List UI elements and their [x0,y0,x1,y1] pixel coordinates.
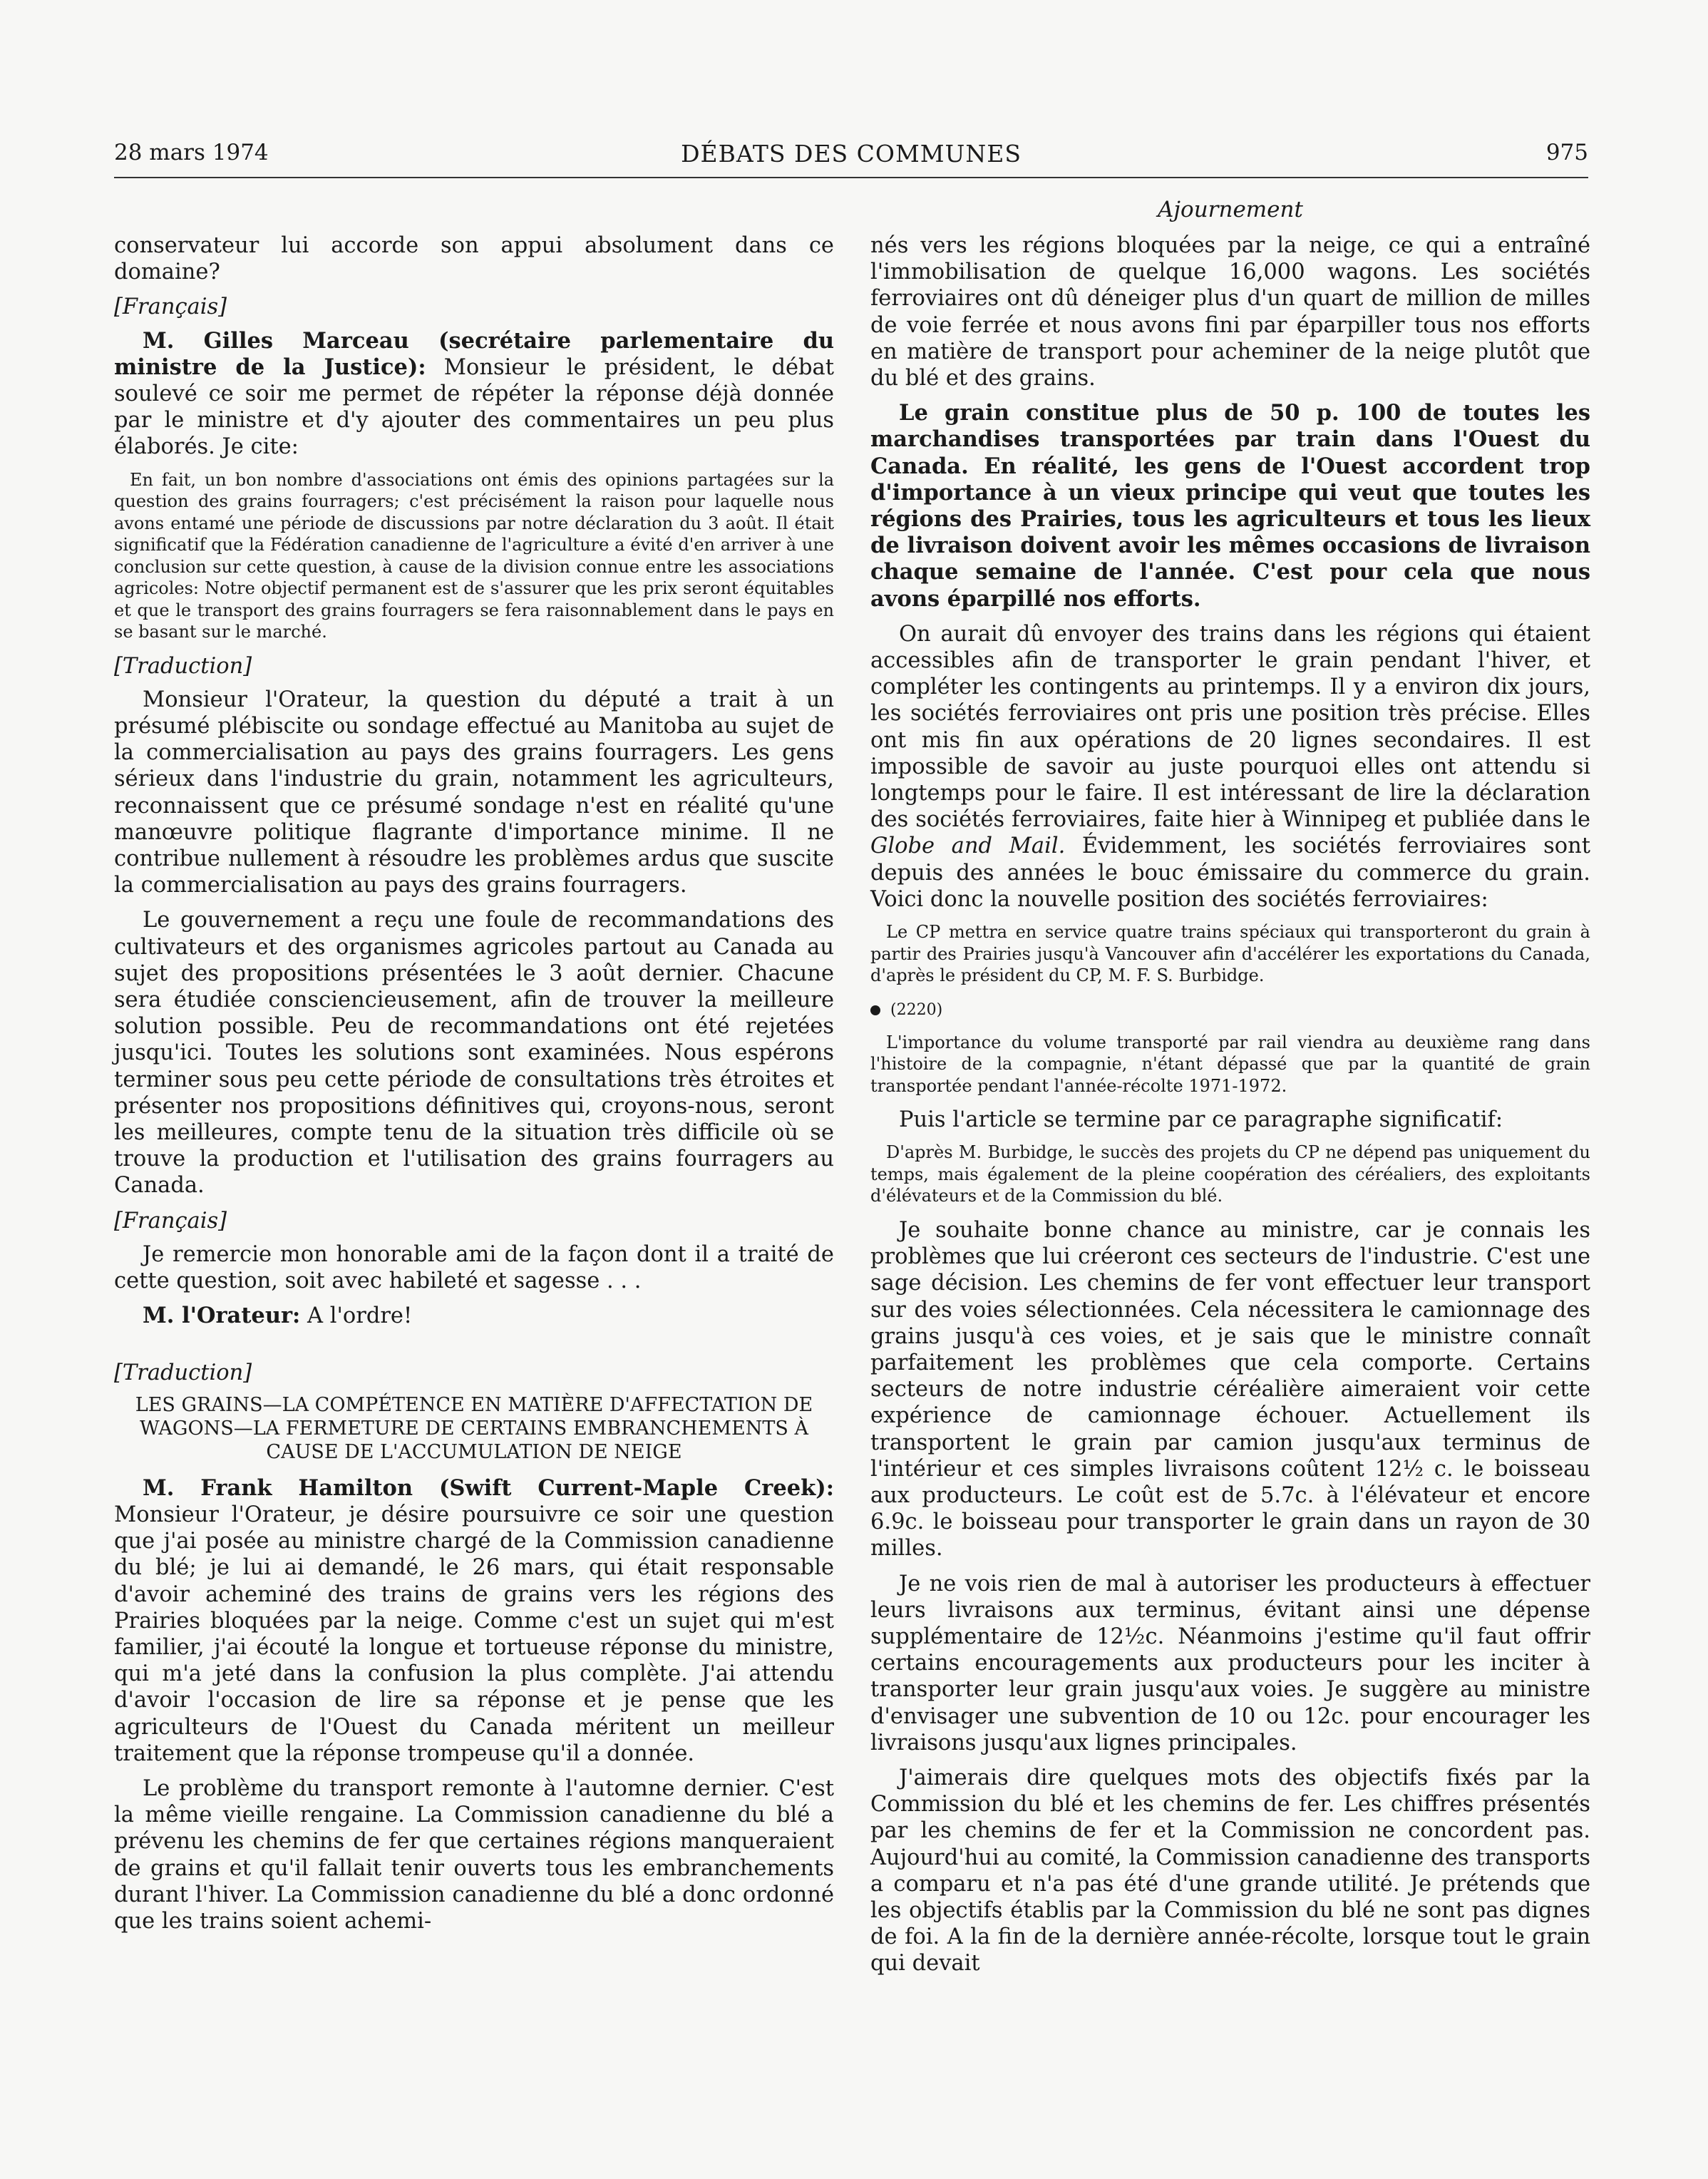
left-column [114,232,834,1943]
newspaper-title: Globe and Mail. [870,834,1066,859]
paragraph [870,621,1590,913]
block-quote: L'importance du volume transporté par rail viendra au deuxième rang dans l'histoire de la compagnie, n'étant dépassé que par la quantité de grain transportée pendant l'année-récolte 1971-1972. [870,1032,1590,1096]
header-title: DÉBATS DES COMMUNES [681,140,1022,168]
running-head: Ajournement [1158,197,1303,222]
paragraph-text: On aurait dû envoyer des trains dans les régions qui étaient accessibles afin de transporter le grain pendant l'hiver, et compléter les contingents au printemps. Il y a environ dix jours, les sociétés ferroviaires ont pris une position très précise. Elles ont mis fin aux opérations de 20 lignes secondaires. Il est impossible de savoir au juste pourquoi elles ont attendu si longtemps pour le faire. Il est intéressant de lire la déclaration des sociétés ferroviaires, faite hier à Winnipeg et publiée dans le [870,621,1590,833]
language-tag: [Traduction] [114,1360,252,1385]
header-date: 28 mars 1974 [114,140,269,165]
bullet-icon [870,1005,880,1015]
speech-text: Monsieur l'Orateur, je désire poursuivre ce soir une question que j'ai posée au ministre chargé de la Commission canadienne du blé; je lui ai demandé, le 26 mars, qui était responsable d'avoir acheminé des trains de grains vers les régions des Prairies bloquées par la neige. Comme c'est un sujet qui m'est familier, j'ai écouté la longue et tortueuse réponse du ministre, qui m'a jeté dans la confusion la plus complète. J'ai attendu d'avoir l'occasion de lire sa réponse et je pense que les agriculteurs de l'Ouest du Canada méritent un meilleur traitement que la réponse trompeuse qu'il a donnée. [114,1502,834,1766]
paragraph: Monsieur l'Orateur, la question du député a trait à un présumé plébiscite ou sondage effectué au Manitoba au sujet de la commercialisation au pays des grains fourragers. Les gens sérieux dans l'industrie du grain, notamment les agriculteurs, reconnaissent que ce présumé sondage n'est en réalité qu'une manœuvre politique flagrante d'importance minime. Il ne contribue nullement à résoudre les problèmes ardus que suscite la commercialisation au pays des grains fourragers. [114,687,834,898]
right-column [870,232,1590,1986]
time-marker-text: (2220) [890,1000,943,1019]
paragraph: Le problème du transport remonte à l'automne dernier. C'est la même vieille rengaine. La Commission canadienne du blé a prévenu les chemins de fer que certaines régions manqueraient de grains et qu'il fallait tenir ouverts tous les embranchements durant l'hiver. La Commission canadienne du blé a donc ordonné que les trains soient achemi- [114,1775,834,1934]
time-marker [870,997,1590,1023]
paragraph: J'aimerais dire quelques mots des objectifs fixés par la Commission du blé et les chemins de fer. Les chiffres présentés par les chemins de fer et la Commission ne concordent pas. Aujourd'hui au comité, la Commission canadienne des transports a comparu et n'a pas été d'une grande utilité. Je prétends que les objectifs établis par la Commission du blé ne sont pas dignes de foi. A la fin de la dernière année-récolte, lorsque tout le grain qui devait [870,1765,1590,1977]
speech-text: Monsieur le président, le débat soulevé ce soir me permet de répéter la réponse déjà donnée par le ministre et d'y ajouter des commentaires un peu plus élaborés. Je cite: [114,354,834,460]
page-header [114,140,1588,178]
language-tag: [Français] [114,294,227,320]
block-quote: En fait, un bon nombre d'associations ont émis des opinions partagées sur la question des grains fourragers; c'est précisément la raison pour laquelle nous avons entamé une période de discussions par notre déclaration du 3 août. Il était significatif que la Fédération canadienne de l'agriculture a évité d'en arriver à une conclusion sur cette question, à cause de la division connue entre les associations agricoles: Notre objectif permanent est de s'assurer que les prix seront équitables et que le transport des grains fourragers se fera raisonnablement dans le pays en se basant sur le marché. [114,469,834,642]
paragraph: nés vers les régions bloquées par la neige, ce qui a entraîné l'immobilisation de quelque 16,000 wagons. Les sociétés ferroviaires ont dû déneiger plus d'un quart de million de milles de voie ferrée et nous avons fini par éparpiller tous nos efforts en matière de transport pour acheminer de la neige plutôt que du blé et des grains. [870,233,1590,391]
paragraph: Je souhaite bonne chance au ministre, car je connais les problèmes que lui créeront ces secteurs de l'industrie. C'est une sage décision. Les chemins de fer vont effectuer leur transport sur des voies sélectionnées. Cela nécessitera le camionnage des grains jusqu'à ces voies, et je sais que le ministre connaît parfaitement les problèmes que cela comporte. Certains secteurs de notre industrie céréalière aimeraient voir cette expérience de camionnage échouer. Actuellement ils transportent le grain par camion jusqu'aux terminus de l'intérieur et ces simples livraisons coûtent 12½ c. le boisseau aux producteurs. Le coût est de 5.7c. à l'élévateur et encore 6.9c. le boisseau pour transporter le grain dans un rayon de 30 milles. [870,1217,1590,1562]
speech-text: A l'ordre! [300,1303,413,1329]
block-quote: Le CP mettra en service quatre trains spéciaux qui transporteront du grain à partir des Prairies jusqu'à Vancouver afin d'accélérer les exportations du Canada, d'après le président du CP, M. F. S. Burbidge. [870,922,1590,986]
section-heading: LES GRAINS—LA COMPÉTENCE EN MATIÈRE D'AFFECTATION DE WAGONS—LA FERMETURE DE CERTAINS EMBRANCHEMENTS À CAUSE DE L'ACCUMULATION DE NEIGE [135,1393,813,1463]
paragraph [114,1303,834,1329]
speaker-name: M. Gilles Marceau (secrétaire parlementaire du ministre de la Justice): [114,327,834,380]
paragraph: Je remercie mon honorable ami de la façon dont il a traité de cette question, soit avec habileté et sagesse . . . [114,1241,834,1294]
language-tag: [Français] [114,1208,227,1234]
paragraph: Le gouvernement a reçu une foule de recommandations des cultivateurs et des organismes agricoles partout au Canada au sujet des propositions présentées le 3 août dernier. Chacune sera étudiée consciencieusement, afin de trouver la meilleure solution possible. Peu de recommandations ont été rejetées jusqu'ici. Toutes les solutions sont examinées. Nous espérons terminer sous peu cette période de consultations très étroites et présenter nos propositions définitives qui, croyons-nous, seront les meilleures, compte tenu de la situation très difficile où se trouve la production et l'utilisation des grains fourragers au Canada. [114,908,834,1199]
spacer [114,1338,834,1360]
paragraph: conservateur lui accorde son appui absolument dans ce domaine? [114,233,834,285]
paragraph: Je ne vois rien de mal à autoriser les producteurs à effectuer leurs livraisons aux terminus, évitant ainsi une dépense supplémentaire de 12½c. Néanmoins j'estime qu'il faut offrir certains encouragements aux producteurs pour les inciter à transporter leur grain jusqu'aux voies. Je suggère au ministre d'envisager une subvention de 10 ou 12c. pour encourager les livraisons jusqu'aux lignes principales. [870,1571,1590,1755]
block-quote: D'après M. Burbidge, le succès des projets du CP ne dépend pas uniquement du temps, mais également de la pleine coopération des céréaliers, des exploitants d'élévateurs et de la Commission du blé. [870,1142,1590,1206]
speaker-name: M. l'Orateur: [143,1303,301,1329]
paragraph: Puis l'article se termine par ce paragraphe significatif: [899,1107,1503,1133]
paragraph [114,1475,834,1767]
header-page-number: 975 [1545,140,1588,165]
paragraph: Le grain constitue plus de 50 p. 100 de toutes les marchandises transportées par train dans l'Ouest du Canada. En réalité, les gens de l'Ouest accordent trop d'importance à un vieux principe qui veut que toutes les régions des Prairies, tous les agriculteurs et tous les lieux de livraison doivent avoir les mêmes occasions de livraison chaque semaine de l'année. C'est pour cela que nous avons éparpillé nos efforts. [870,400,1590,612]
speaker-name: M. Frank Hamilton (Swift Current-Maple Creek): [143,1475,834,1501]
language-tag: [Traduction] [114,653,252,679]
paragraph-text: Évidemment, les sociétés ferroviaires sont depuis des années le bouc émissaire du commerce du grain. Voici donc la nouvelle position des sociétés ferroviaires: [870,834,1590,912]
paragraph [114,328,834,461]
